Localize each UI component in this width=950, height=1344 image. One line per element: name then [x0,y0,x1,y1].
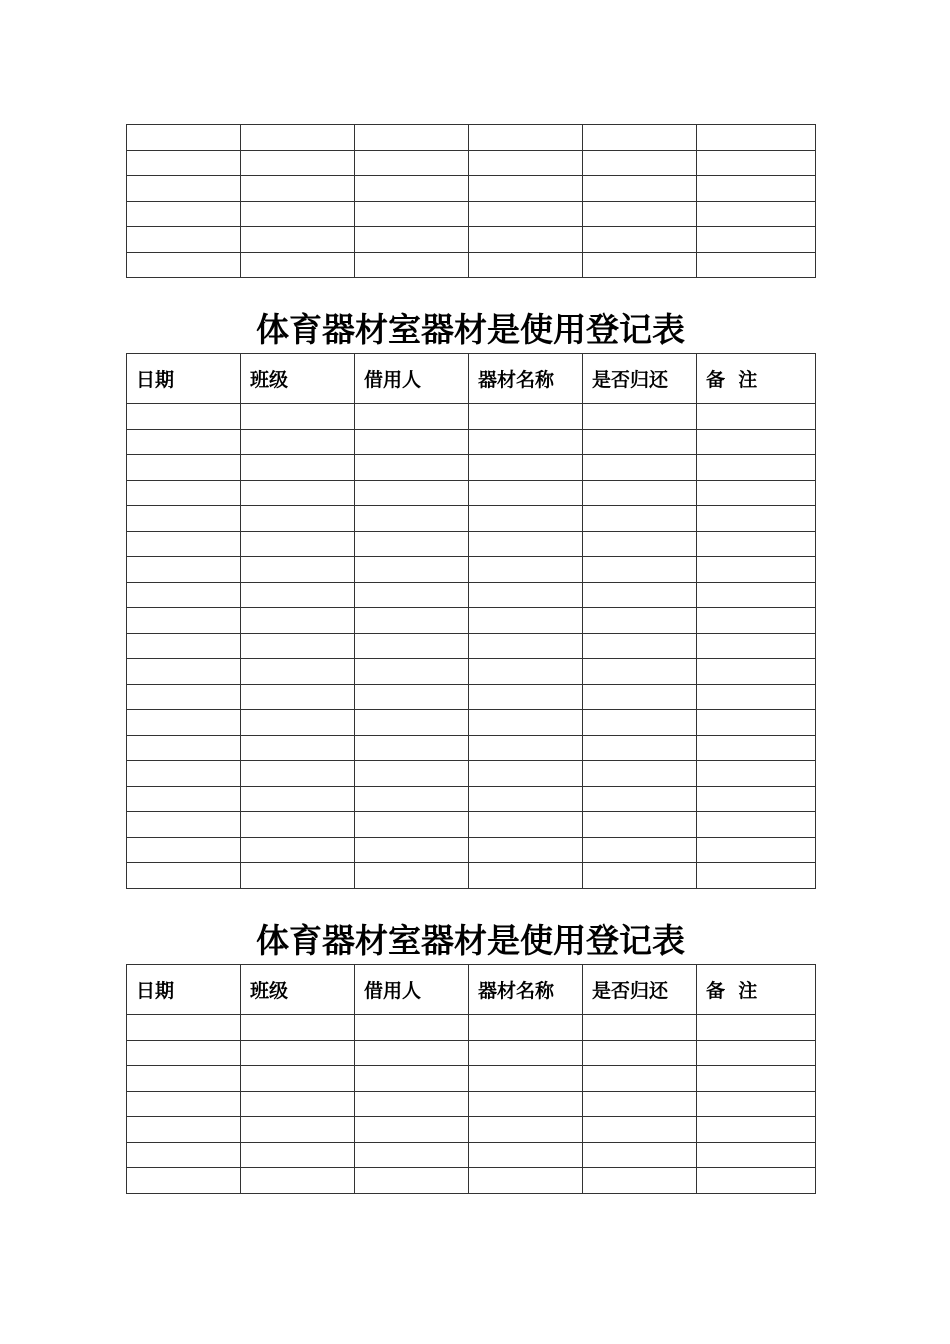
table-cell[interactable] [127,735,241,761]
table-cell[interactable] [469,659,583,685]
table-cell[interactable] [697,710,816,736]
table-row [127,150,816,176]
table-cell[interactable] [355,659,469,685]
table-cell[interactable] [697,506,816,532]
table-cell[interactable] [469,455,583,481]
table-cell[interactable] [583,429,697,455]
table-cell[interactable] [469,1066,583,1092]
table-row [127,1040,816,1066]
table-cell[interactable] [469,531,583,557]
table-cell[interactable] [469,176,583,202]
table-cell[interactable] [583,480,697,506]
table-row [127,1142,816,1168]
top-table-body [127,125,816,278]
header-date: 日期 [127,965,241,1015]
table-cell[interactable] [127,863,241,889]
table-cell[interactable] [241,506,355,532]
table-row [127,480,816,506]
table-cell[interactable] [355,429,469,455]
header-returned: 是否归还 [583,354,697,404]
table-cell[interactable] [241,761,355,787]
table-cell[interactable] [469,582,583,608]
table-cell[interactable] [127,252,241,278]
table-cell[interactable] [583,252,697,278]
table-cell[interactable] [127,710,241,736]
table-cell[interactable] [697,1142,816,1168]
table-row [127,812,816,838]
table-cell[interactable] [355,582,469,608]
table-cell[interactable] [355,557,469,583]
table-cell[interactable] [355,761,469,787]
table-cell[interactable] [469,404,583,430]
table-cell[interactable] [241,531,355,557]
table-row [127,684,816,710]
table-cell[interactable] [355,710,469,736]
table-cell[interactable] [241,812,355,838]
table-cell[interactable] [127,227,241,253]
table-cell[interactable] [127,531,241,557]
table-cell[interactable] [127,786,241,812]
table-cell[interactable] [583,201,697,227]
table-cell[interactable] [469,429,583,455]
table-cell[interactable] [583,1117,697,1143]
table-cell[interactable] [355,684,469,710]
table-cell[interactable] [355,1168,469,1194]
table-cell[interactable] [355,252,469,278]
table-row [127,1168,816,1194]
table-cell[interactable] [697,1091,816,1117]
table-cell[interactable] [583,404,697,430]
table-cell[interactable] [469,252,583,278]
table-cell[interactable] [127,429,241,455]
table-cell[interactable] [127,684,241,710]
table-cell[interactable] [583,1168,697,1194]
table-cell[interactable] [355,201,469,227]
header-borrower: 借用人 [355,354,469,404]
table-cell[interactable] [241,837,355,863]
table-cell[interactable] [469,506,583,532]
table-cell[interactable] [697,1168,816,1194]
table-row [127,735,816,761]
table-cell[interactable] [355,812,469,838]
table-cell[interactable] [697,404,816,430]
table-cell[interactable] [127,837,241,863]
table-cell[interactable] [241,429,355,455]
top-table [126,124,816,278]
table-cell[interactable] [355,176,469,202]
table-cell[interactable] [583,455,697,481]
table-cell[interactable] [241,404,355,430]
table-cell[interactable] [583,761,697,787]
bottom-table-body [127,1015,816,1194]
table-row [127,455,816,481]
table-cell[interactable] [241,201,355,227]
table-cell[interactable] [127,633,241,659]
table-cell[interactable] [697,761,816,787]
table-cell[interactable] [355,633,469,659]
middle-table [126,353,816,889]
header-borrower: 借用人 [355,965,469,1015]
table-row [127,1117,816,1143]
table-cell[interactable] [127,659,241,685]
table-cell[interactable] [355,455,469,481]
table-cell[interactable] [355,786,469,812]
table-row [127,125,816,151]
table-cell[interactable] [697,150,816,176]
table-cell[interactable] [469,608,583,634]
table-cell[interactable] [355,1066,469,1092]
table-cell[interactable] [241,633,355,659]
table-cell[interactable] [241,735,355,761]
table-cell[interactable] [241,1015,355,1041]
table-cell[interactable] [355,1091,469,1117]
table-cell[interactable] [241,786,355,812]
table-cell[interactable] [697,684,816,710]
table-cell[interactable] [583,125,697,151]
table-row [127,201,816,227]
form-title: 体育器材室器材是使用登记表 [256,310,685,349]
table-cell[interactable] [241,557,355,583]
table-cell[interactable] [355,608,469,634]
table-cell[interactable] [127,506,241,532]
table-row [127,582,816,608]
table-cell[interactable] [583,531,697,557]
table-cell[interactable] [583,150,697,176]
table-cell[interactable] [697,863,816,889]
table-cell[interactable] [583,710,697,736]
table-cell[interactable] [241,150,355,176]
table-cell[interactable] [469,125,583,151]
table-row [127,1066,816,1092]
table-cell[interactable] [355,863,469,889]
table-cell[interactable] [127,1142,241,1168]
table-cell[interactable] [355,1117,469,1143]
bottom-table-block [126,964,815,1194]
table-cell[interactable] [241,684,355,710]
table-cell[interactable] [697,176,816,202]
table-cell[interactable] [469,227,583,253]
table-cell[interactable] [127,1015,241,1041]
table-row [127,633,816,659]
table-cell[interactable] [241,480,355,506]
table-cell[interactable] [697,1040,816,1066]
table-cell[interactable] [469,837,583,863]
table-cell[interactable] [583,633,697,659]
table-cell[interactable] [583,1091,697,1117]
table-row [127,659,816,685]
table-cell[interactable] [697,252,816,278]
table-cell[interactable] [127,608,241,634]
table-cell[interactable] [469,863,583,889]
table-cell[interactable] [355,480,469,506]
form-title: 体育器材室器材是使用登记表 [256,921,685,960]
table-cell[interactable] [469,201,583,227]
table-cell[interactable] [697,633,816,659]
table-row [127,557,816,583]
table-cell[interactable] [241,1142,355,1168]
table-cell[interactable] [583,863,697,889]
table-cell[interactable] [241,1091,355,1117]
table-cell[interactable] [583,812,697,838]
table-cell[interactable] [241,227,355,253]
table-cell[interactable] [469,761,583,787]
table-cell[interactable] [241,659,355,685]
table-cell[interactable] [697,429,816,455]
table-row [127,404,816,430]
table-row [127,710,816,736]
middle-table-block [126,353,815,889]
table-cell[interactable] [469,1117,583,1143]
table-cell[interactable] [355,150,469,176]
table-cell[interactable] [469,1091,583,1117]
table-cell[interactable] [127,150,241,176]
table-cell[interactable] [697,531,816,557]
table-cell[interactable] [355,404,469,430]
table-cell[interactable] [241,1066,355,1092]
table-cell[interactable] [127,1091,241,1117]
table-cell[interactable] [241,455,355,481]
table-cell[interactable] [697,125,816,151]
table-cell[interactable] [583,1015,697,1041]
header-equipment-name: 器材名称 [469,965,583,1015]
table-cell[interactable] [241,863,355,889]
header-returned: 是否归还 [583,965,697,1015]
table-cell[interactable] [583,735,697,761]
table-row [127,227,816,253]
table-cell[interactable] [127,201,241,227]
header-row [127,354,816,404]
table-cell[interactable] [583,684,697,710]
table-cell[interactable] [697,557,816,583]
table-cell[interactable] [241,176,355,202]
table-cell[interactable] [127,176,241,202]
table-cell[interactable] [583,1142,697,1168]
header-remarks: 备 注 [697,965,816,1015]
table-cell[interactable] [583,659,697,685]
table-cell[interactable] [127,455,241,481]
header-class: 班级 [241,354,355,404]
table-cell[interactable] [241,582,355,608]
table-cell[interactable] [697,480,816,506]
table-cell[interactable] [355,1040,469,1066]
table-cell[interactable] [127,404,241,430]
table-cell[interactable] [697,201,816,227]
table-cell[interactable] [469,1168,583,1194]
table-cell[interactable] [583,557,697,583]
table-row [127,252,816,278]
table-row [127,506,816,532]
table-cell[interactable] [583,1066,697,1092]
table-cell[interactable] [241,125,355,151]
table-cell[interactable] [697,786,816,812]
table-cell[interactable] [355,735,469,761]
table-row [127,176,816,202]
table-cell[interactable] [127,1040,241,1066]
table-cell[interactable] [697,735,816,761]
table-cell[interactable] [583,1040,697,1066]
table-cell[interactable] [583,582,697,608]
table-cell[interactable] [127,1168,241,1194]
table-cell[interactable] [127,480,241,506]
table-cell[interactable] [127,582,241,608]
table-cell[interactable] [241,252,355,278]
table-cell[interactable] [469,480,583,506]
table-row [127,608,816,634]
table-row [127,837,816,863]
table-cell[interactable] [355,227,469,253]
table-cell[interactable] [241,1117,355,1143]
table-row [127,786,816,812]
table-cell[interactable] [583,176,697,202]
table-cell[interactable] [469,1040,583,1066]
middle-table-body [127,404,816,889]
table-cell[interactable] [469,735,583,761]
table-cell[interactable] [697,837,816,863]
table-cell[interactable] [127,125,241,151]
table-cell[interactable] [355,1015,469,1041]
header-remarks: 备 注 [697,354,816,404]
table-row [127,531,816,557]
header-equipment-name: 器材名称 [469,354,583,404]
table-cell[interactable] [355,531,469,557]
table-cell[interactable] [127,1066,241,1092]
table-cell[interactable] [697,1015,816,1041]
table-cell[interactable] [469,1015,583,1041]
table-cell[interactable] [127,812,241,838]
bottom-table [126,964,816,1194]
table-cell[interactable] [583,786,697,812]
table-cell[interactable] [697,1066,816,1092]
table-cell[interactable] [697,227,816,253]
table-cell[interactable] [697,1117,816,1143]
header-row [127,965,816,1015]
table-cell[interactable] [355,837,469,863]
table-cell[interactable] [469,786,583,812]
table-cell[interactable] [469,557,583,583]
table-row [127,1091,816,1117]
table-cell[interactable] [583,506,697,532]
table-cell[interactable] [469,684,583,710]
table-cell[interactable] [469,812,583,838]
table-cell[interactable] [241,710,355,736]
table-cell[interactable] [697,659,816,685]
table-cell[interactable] [583,608,697,634]
table-cell[interactable] [469,1142,583,1168]
table-cell[interactable] [697,582,816,608]
table-cell[interactable] [241,1168,355,1194]
table-row [127,429,816,455]
table-cell[interactable] [355,506,469,532]
table-cell[interactable] [469,710,583,736]
table-cell[interactable] [697,812,816,838]
table-row [127,863,816,889]
table-cell[interactable] [469,633,583,659]
table-cell[interactable] [355,1142,469,1168]
table-cell[interactable] [697,455,816,481]
header-date: 日期 [127,354,241,404]
table-cell[interactable] [469,150,583,176]
table-cell[interactable] [583,837,697,863]
table-cell[interactable] [127,761,241,787]
table-cell[interactable] [127,1117,241,1143]
header-class: 班级 [241,965,355,1015]
table-cell[interactable] [697,608,816,634]
table-cell[interactable] [241,608,355,634]
table-row [127,1015,816,1041]
table-cell[interactable] [127,557,241,583]
table-cell[interactable] [241,1040,355,1066]
table-row [127,761,816,787]
top-table-block [126,124,815,278]
table-cell[interactable] [355,125,469,151]
table-cell[interactable] [583,227,697,253]
